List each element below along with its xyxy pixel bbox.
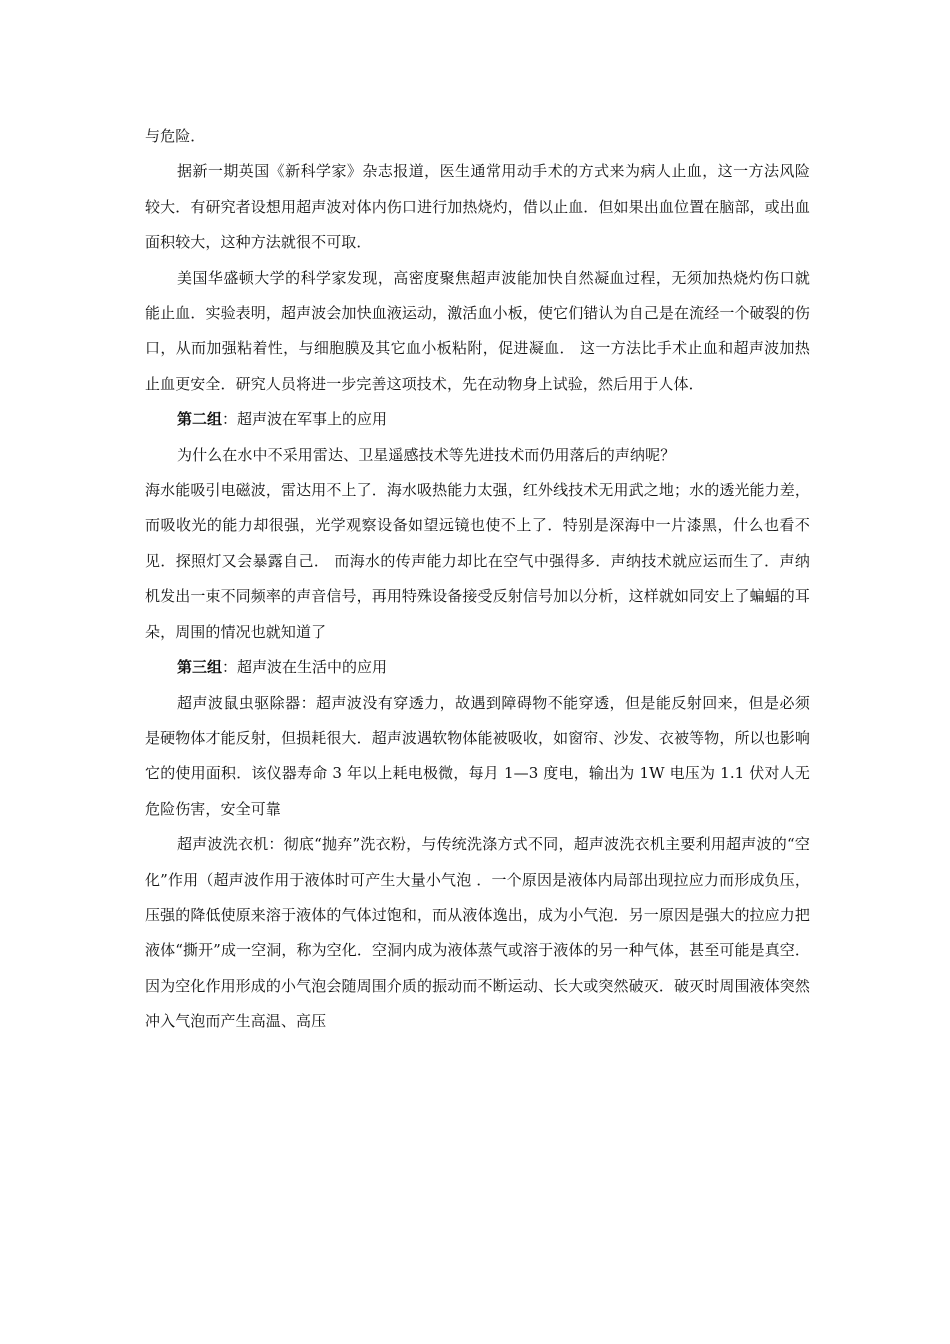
- paragraph-surgery-risk: 据新一期英国《新科学家》杂志报道，医生通常用动手术的方式来为病人止血，这一方法风险较大．有研究者设想用超声波对体内伤口进行加热烧灼，借以止血．但如果出血位置在脑部，或出血面积较大，这种方法就很不可取．: [145, 162, 810, 252]
- paragraph-sonar-answer: 海水能吸引电磁波，雷达用不上了．海水吸热能力太强，红外线技术无用武之地；水的透光能力差，而吸收光的能力却很强，光学观察设备如望远镜也使不上了．特别是深海中一片漆黑，什么也看不见．探照灯又会暴露自己． 而海水的传声能力却比在空气中强得多．声纳技术就应运而生了．声纳机发出一束不同频率的声音信号，再用特殊设备接受反射信号加以分析，这样就如同安上了蝙蝠的耳朵，周围的情况也就知道了: [145, 481, 810, 641]
- paragraph-ultrasonic-washer: 超声波洗衣机：彻底“抛弃”洗衣粉，与传统洗涤方式不同，超声波洗衣机主要利用超声波的“空化”作用（超声波作用于液体时可产生大量小气泡 ．一个原因是液体内局部出现拉应力而形成负压，压强的降低使原来溶于液体的气体过饱和，而从液体逸出，成为小气泡．另一原因是强大的拉应力把液体“撕开”成一空洞，称为空化．空洞内成为液体蒸气或溶于液体的另一种气体，甚至可能是真空．因为空化作用形成的小气泡会随周围介质的振动而不断运动、长大或突然破灭．破灭时周围液体突然冲入气泡而产生高温、高压: [145, 835, 810, 1031]
- group2-title: ：超声波在军事上的应用: [222, 410, 388, 429]
- paragraph-pest-repeller: 超声波鼠虫驱除器：超声波没有穿透力，故遇到障碍物不能穿透，但是能反射回来，但是必须是硬物体才能反射，但损耗很大．超声波遇软物体能被吸收，如窗帘、沙发、衣被等物，所以也影响它的使用面积．该仪器寿命 3 年以上耗电极微，每月 1—3 度电，输出为 1W 电压为 1.1 伏对人无危险伤害，安全可靠: [145, 693, 810, 818]
- document-body: [145, 119, 810, 1040]
- group3-label: 第三组: [177, 658, 223, 677]
- group3-title: ：超声波在生活中的应用: [222, 658, 388, 677]
- paragraph-continuation: 与危险．: [145, 127, 206, 145]
- group2-label: 第二组: [177, 410, 223, 429]
- section-heading-group2: [145, 402, 810, 437]
- section-heading-group3: [145, 650, 810, 685]
- paragraph-ultrasound-clotting: 美国华盛顿大学的科学家发现，高密度聚焦超声波能加快自然凝血过程，无须加热烧灼伤口就能止血．实验表明，超声波会加快血液运动，激活血小板，使它们错认为自己是在流经一个破裂的伤口，从而加强粘着性，与细胞膜及其它血小板粘附，促进凝血． 这一方法比手术止血和超声波加热止血更安全．研究人员将进一步完善这项技术，先在动物身上试验，然后用于人体．: [145, 268, 810, 393]
- paragraph-sonar-question: 为什么在水中不采用雷达、卫星遥感技术等先进技术而仍用落后的声纳呢？: [177, 445, 676, 464]
